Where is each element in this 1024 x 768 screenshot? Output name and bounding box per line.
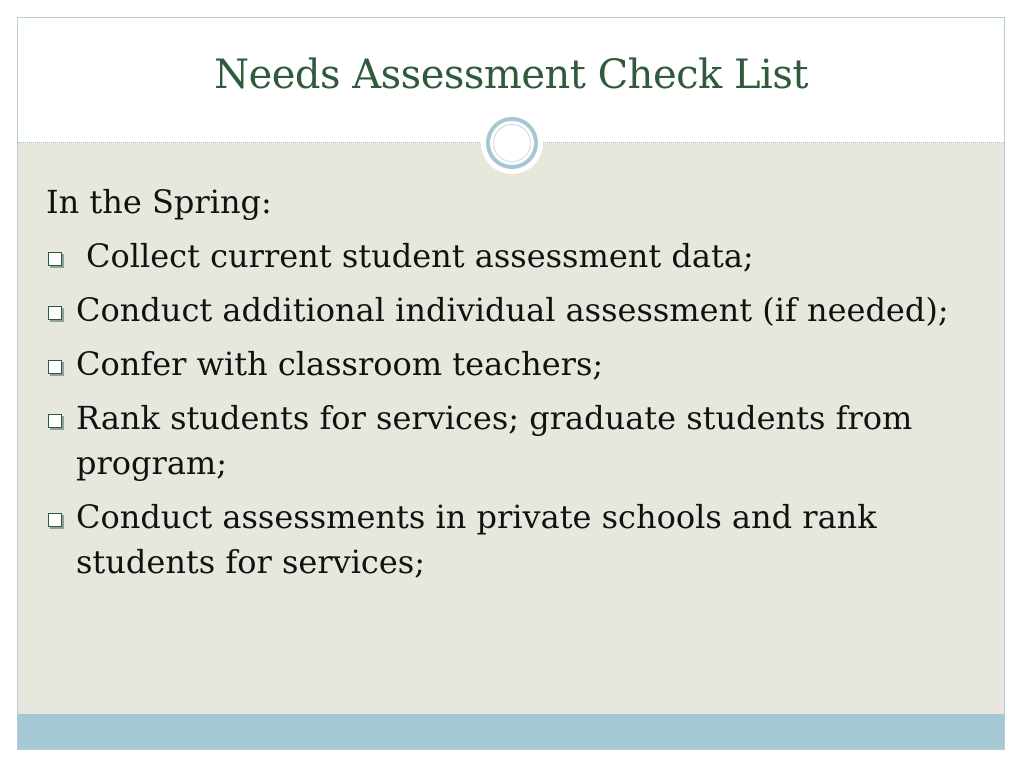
footer-bar: [18, 714, 1004, 749]
list-item-text: Confer with classroom teachers;: [76, 345, 604, 383]
slide-body: [46, 180, 966, 594]
list-item: [46, 396, 966, 486]
checkbox-square-icon: [48, 414, 62, 428]
slide: [17, 17, 1005, 750]
list-item-text: Collect current student assessment data;: [86, 237, 754, 275]
list-item: [46, 342, 966, 387]
checkbox-square-icon: [48, 513, 62, 527]
checkbox-square-icon: [48, 360, 62, 374]
checkbox-square-icon: [48, 252, 62, 266]
checkbox-square-icon: [48, 306, 62, 320]
list-item: [46, 288, 966, 333]
list-item-text: Conduct assessments in private schools and rank students for services;: [76, 498, 877, 581]
ring-ornament-icon: [481, 112, 543, 174]
slide-title: Needs Assessment Check List: [214, 52, 808, 98]
list-item-text: Conduct additional individual assessment (if needed);: [76, 291, 949, 329]
list-item-text: Rank students for services; graduate students from program;: [76, 399, 913, 482]
intro-text: In the Spring:: [46, 183, 272, 221]
list-item: [46, 495, 966, 585]
list-item: [46, 234, 966, 279]
